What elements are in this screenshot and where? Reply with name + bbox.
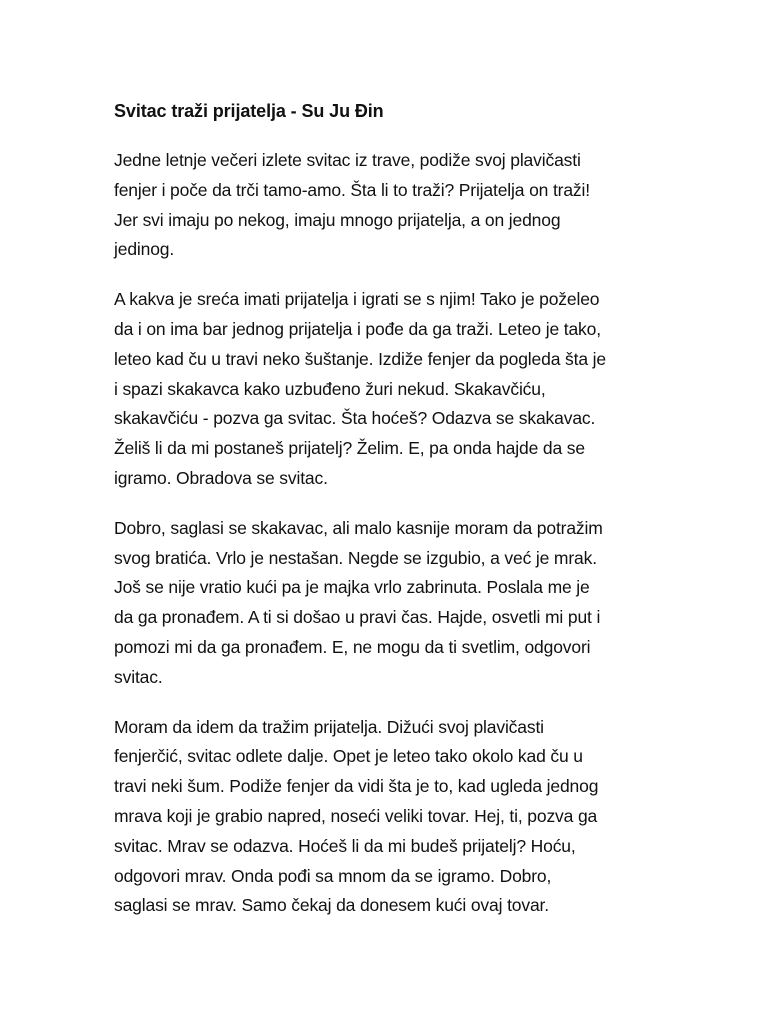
text-line: da ga pronađem. A ti si došao u pravi čas. Hajde, osvetli mi put i (114, 607, 601, 628)
text-line: odgovori mrav. Onda pođi sa mnom da se igramo. Dobro, (114, 865, 552, 886)
text-line: jedinog. (114, 239, 175, 260)
text-line: i spazi skakavca kako uzbuđeno žuri nekud. Skakavčiću, (114, 378, 546, 399)
paragraph-3 (114, 514, 674, 693)
text-line: Jer svi imaju po nekog, imaju mnogo prijatelja, a on jednog (114, 209, 561, 230)
paragraph-1 (114, 146, 674, 265)
document-page (114, 96, 674, 941)
text-line: Jedne letnje večeri izlete svitac iz trave, podiže svoj plavičasti (114, 150, 581, 170)
text-line: svitac. (114, 666, 163, 687)
text-line: igramo. Obradova se svitac. (114, 467, 328, 488)
text-line: Dobro, saglasi se skakavac, ali malo kasnije moram da potražim (114, 517, 603, 538)
paragraph-4 (114, 713, 674, 922)
text-line: fenjerčić, svitac odlete dalje. Opet je leteo tako okolo kad ču u (114, 746, 583, 767)
text-line: leteo kad ču u travi neko šuštanje. Izdiže fenjer da pogleda šta je (114, 348, 606, 369)
text-line: Još se nije vratio kući pa je majka vrlo zabrinuta. Poslala me je (114, 577, 590, 598)
text-line: A kakva je sreća imati prijatelja i igrati se s njim! Tako je poželeo (114, 289, 600, 310)
text-line: da i on ima bar jednog prijatelja i pođe da ga traži. Leteo je tako, (114, 318, 601, 339)
paragraph-2 (114, 285, 674, 494)
text-line: skakavčiću - pozva ga svitac. Šta hoćeš? Odazva se skakavac. (114, 408, 596, 429)
text-line: svog bratića. Vrlo je nestašan. Negde se izgubio, a već je mrak. (114, 547, 597, 568)
text-line: pomozi mi da ga pronađem. E, ne mogu da ti svetlim, odgovori (114, 636, 591, 657)
text-line: Moram da idem da tražim prijatelja. Dižući svoj plavičasti (114, 716, 544, 737)
text-line: svitac. Mrav se odazva. Hoćeš li da mi budeš prijatelj? Hoću, (114, 835, 576, 856)
text-line: fenjer i poče da trči tamo-amo. Šta li to traži? Prijatelja on traži! (114, 179, 590, 200)
document-title: Svitac traži prijatelja - Su Ju Đin (114, 101, 384, 121)
text-line: saglasi se mrav. Samo čekaj da donesem kući ovaj tovar. (114, 895, 549, 916)
text-line: Želiš li da mi postaneš prijatelj? Želim. E, pa onda hajde da se (114, 438, 585, 459)
text-line: travi neki šum. Podiže fenjer da vidi šta je to, kad ugleda jednog (114, 776, 599, 797)
text-line: mrava koji je grabio napred, noseći veliki tovar. Hej, ti, pozva ga (114, 805, 598, 826)
